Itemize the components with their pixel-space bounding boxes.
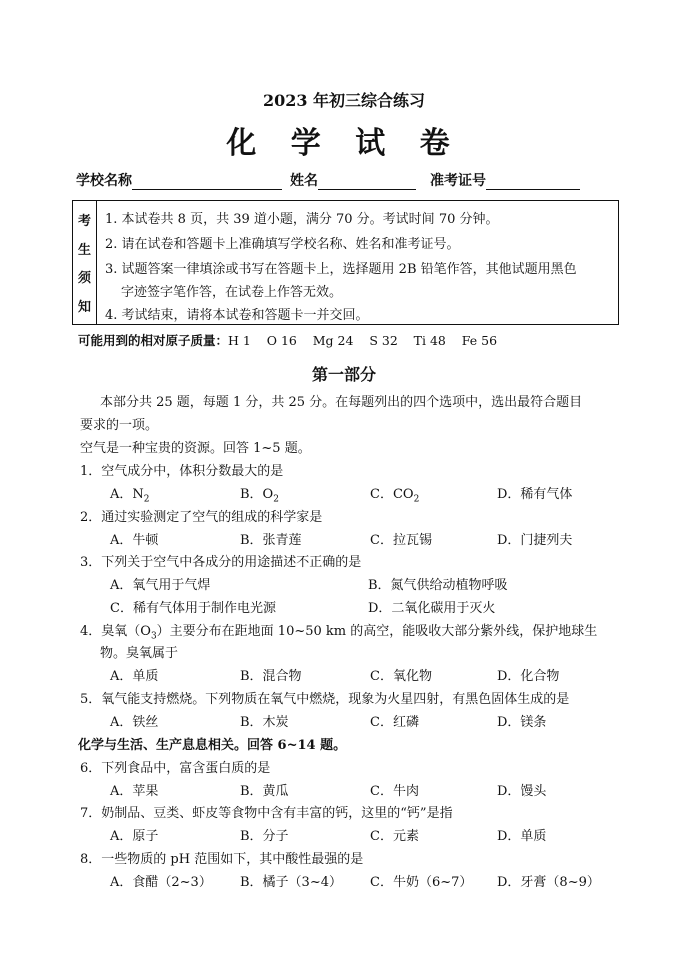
question-4-stem: 4．臭氧$(O_3)$主要分布在距地面 10~50 km 的高空，能吸收大部分紫外线，保护地球生 bbox=[80, 624, 598, 642]
candidate-notice-box bbox=[72, 200, 619, 325]
question-8-option-b[interactable]: B．橘子（3~4） bbox=[240, 875, 342, 890]
question-4-option-d[interactable]: D．化合物 bbox=[497, 669, 560, 684]
notice-line-1: 1. 本试卷共 8 页，共 39 道小题，满分 70 分。考试时间 70 分钟。 bbox=[105, 212, 499, 227]
question-5-option-c[interactable]: C．红磷 bbox=[370, 715, 419, 730]
question-4-stem-cont: 物。臭氧属于 bbox=[100, 646, 179, 661]
question-8-option-a[interactable]: A．食醋（2~3） bbox=[110, 875, 212, 890]
part-one-title: 第一部分 bbox=[311, 365, 376, 384]
question-5-option-b[interactable]: B．木炭 bbox=[240, 715, 289, 730]
school-name-label: 学校名称 bbox=[76, 173, 132, 189]
notice-side-char: 生 bbox=[77, 242, 91, 258]
question-3-option-b[interactable]: B．氮气供给动植物呼吸 bbox=[368, 578, 508, 593]
question-6-option-c[interactable]: C．牛肉 bbox=[370, 784, 419, 799]
question-6-stem: 6．下列食品中，富含蛋白质的是 bbox=[80, 761, 271, 776]
question-5-option-d[interactable]: D．镁条 bbox=[497, 715, 547, 730]
student-name-field[interactable] bbox=[318, 173, 416, 190]
question-2-option-d[interactable]: D．门捷列夫 bbox=[497, 533, 573, 548]
question-3-option-d[interactable]: D．二氧化碳用于灭火 bbox=[368, 601, 496, 616]
question-7-option-b[interactable]: B．分子 bbox=[240, 829, 289, 844]
question-2-option-a[interactable]: A．牛顿 bbox=[110, 533, 159, 548]
notice-side-char: 考 bbox=[77, 213, 91, 229]
exam-id-field[interactable] bbox=[486, 173, 580, 190]
question-2-option-c[interactable]: C．拉瓦锡 bbox=[370, 533, 432, 548]
question-7-option-a[interactable]: A．原子 bbox=[110, 829, 159, 844]
notice-side-char: 须 bbox=[77, 271, 91, 287]
part-one-intro: 本部分共 25 题，每题 1 分，共 25 分。在每题列出的四个选项中，选出最符合题目 bbox=[100, 395, 583, 410]
question-1-option-d[interactable]: D．稀有气体 bbox=[497, 487, 573, 502]
question-3-option-a[interactable]: A．氧气用于气焊 bbox=[110, 578, 211, 593]
candidate-info-row bbox=[76, 170, 588, 190]
question-5-stem: 5．氧气能支持燃烧。下列物质在氧气中燃烧，现象为火星四射，有黑色固体生成的是 bbox=[80, 692, 570, 707]
question-7-option-c[interactable]: C．元素 bbox=[370, 829, 419, 844]
question-1-option-a[interactable]: A．$N_2$ bbox=[110, 487, 150, 505]
question-5-option-a[interactable]: A．铁丝 bbox=[110, 715, 159, 730]
question-group-heading: 化学与生活、生产息息相关。回答 6~14 题。 bbox=[78, 738, 347, 753]
question-8-stem: 8．一些物质的 pH 范围如下，其中酸性最强的是 bbox=[80, 852, 364, 867]
exam-id-label: 准考证号 bbox=[430, 173, 486, 189]
question-6-option-a[interactable]: A．苹果 bbox=[110, 784, 159, 799]
question-7-option-d[interactable]: D．单质 bbox=[497, 829, 547, 844]
question-1-option-b[interactable]: B．$O_2$ bbox=[240, 487, 279, 505]
question-2-option-b[interactable]: B．张青莲 bbox=[240, 533, 302, 548]
school-name-field[interactable] bbox=[132, 173, 282, 190]
question-4-option-c[interactable]: C．氧化物 bbox=[370, 669, 432, 684]
question-2-stem: 2．通过实验测定了空气的组成的科学家是 bbox=[80, 510, 323, 525]
exam-year-title: 2023 年初三综合练习 bbox=[262, 91, 426, 110]
notice-line-2: 2. 请在试卷和答题卡上准确填写学校名称、姓名和准考证号。 bbox=[105, 237, 460, 252]
question-6-option-b[interactable]: B．黄瓜 bbox=[240, 784, 289, 799]
atomic-mass-values: H 1 O 16 Mg 24 S 32 Ti 48 Fe 56 bbox=[228, 333, 498, 348]
question-group-heading: 空气是一种宝贵的资源。回答 1~5 题。 bbox=[80, 441, 311, 456]
question-3-stem: 3．下列关于空气中各成分的用途描述不正确的是 bbox=[80, 555, 362, 570]
student-name-label: 姓名 bbox=[290, 173, 318, 189]
atomic-mass-row bbox=[78, 331, 497, 349]
notice-side-char: 知 bbox=[77, 300, 91, 316]
notice-line-3: 3. 试题答案一律填涂或书写在答题卡上，选择题用 2B 铅笔作答，其他试题用黑色 bbox=[105, 262, 577, 277]
question-1-stem: 1．空气成分中，体积分数最大的是 bbox=[80, 464, 284, 479]
question-1-option-c[interactable]: C．$CO_2$ bbox=[370, 487, 420, 505]
atomic-mass-label: 可能用到的相对原子质量： bbox=[78, 333, 229, 348]
part-one-intro-cont: 要求的一项。 bbox=[80, 418, 159, 433]
question-4-option-a[interactable]: A．单质 bbox=[110, 669, 159, 684]
question-6-option-d[interactable]: D．馒头 bbox=[497, 784, 547, 799]
notice-line-3-cont: 字迹签字笔作答，在试卷上作答无效。 bbox=[121, 285, 343, 300]
question-8-option-d[interactable]: D．牙膏（8~9） bbox=[497, 875, 600, 890]
question-3-option-c[interactable]: C．稀有气体用于制作电光源 bbox=[110, 601, 276, 616]
question-7-stem: 7．奶制品、豆类、虾皮等食物中含有丰富的钙，这里的“钙”是指 bbox=[80, 806, 453, 821]
question-4-option-b[interactable]: B．混合物 bbox=[240, 669, 302, 684]
question-8-option-c[interactable]: C．牛奶（6~7） bbox=[370, 875, 473, 890]
notice-side-label bbox=[73, 201, 97, 324]
notice-line-4: 4. 考试结束，请将本试卷和答题卡一并交回。 bbox=[105, 308, 369, 323]
exam-subject-title: 化 学 试 卷 bbox=[226, 126, 462, 161]
